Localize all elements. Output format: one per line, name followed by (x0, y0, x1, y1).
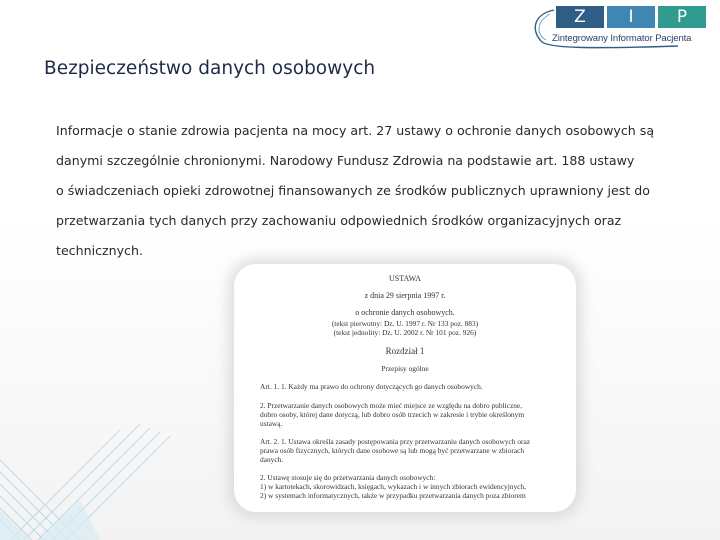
paragraph-line: technicznych. (56, 243, 143, 258)
doc-text-original: (tekst pierwotny: Dz. U. 1997 r. Nr 133 poz. 883) (331, 319, 479, 328)
doc-art1-1: Art. 1. 1. Każdy ma prawo do ochrony dotyczących go danych osobowych. (260, 382, 483, 391)
logo-letters (556, 6, 706, 28)
logo-letter-z: Z (556, 6, 604, 28)
doc-art1-2-line: ustawą. (260, 419, 283, 428)
doc-art2-1-line: danych. (260, 455, 284, 464)
doc-chapter: Rozdział 1 (385, 346, 425, 356)
body-paragraph (56, 116, 696, 266)
doc-text-unified: (tekst jednolity: Dz. U. 2002 r. Nr 101 poz. 926) (333, 328, 477, 337)
doc-art2-2-line: 2) w systemach informatycznych, także w przypadku przetwarzania danych poza zbiorem (260, 491, 526, 500)
doc-art1-2-line: 2. Przetwarzanie danych osobowych może mieć miejsce ze względu na dobro publiczne, (260, 401, 523, 410)
logo-letter-i: I (607, 6, 655, 28)
paragraph-line: przetwarzania tych danych przy zachowaniu odpowiednich środków organizacyjnych oraz (56, 213, 622, 228)
doc-chapter-title: Przepisy ogólne (381, 364, 429, 373)
law-document-image (234, 264, 576, 512)
doc-heading: USTAWA (388, 274, 422, 283)
doc-art1-2-line: dobro osoby, której dane dotyczą, lub dobro osób trzecich w zakresie i trybie określonym (260, 410, 525, 419)
page-title: Bezpieczeństwo danych osobowych (44, 58, 376, 79)
paragraph-line: danymi szczególnie chronionymi. Narodowy Fundusz Zdrowia na podstawie art. 188 ustawy (56, 153, 635, 168)
doc-art2-2-line: 1) w kartotekach, skorowidzach, księgach, wykazach i w innych zbiorach ewidencyjnych, (260, 482, 526, 491)
paragraph-line: Informacje o stanie zdrowia pacjenta na mocy art. 27 ustawy o ochronie danych osobowych są (56, 123, 655, 138)
corner-decoration (0, 400, 200, 540)
doc-art2-1-line: prawa osób fizycznych, których dane osobowe są lub mogą być przetwarzane w zbiorach (260, 446, 525, 455)
doc-art2-1-line: Art. 2. 1. Ustawa określa zasady postępowania przy przetwarzaniu danych osobowych oraz (260, 437, 531, 446)
paragraph-line: o świadczeniach opieki zdrowotnej finansowanych ze środków publicznych uprawniony jest do (56, 183, 651, 198)
logo-tagline: Zintegrowany Informator Pacjenta (552, 33, 692, 44)
zip-logo (528, 4, 690, 50)
doc-art2-2-line: 2. Ustawę stosuje się do przetwarzania danych osobowych: (260, 473, 436, 482)
doc-date: z dnia 29 sierpnia 1997 r. (364, 291, 446, 300)
logo-letter-p: P (658, 6, 706, 28)
doc-subject: o ochronie danych osobowych. (355, 308, 455, 317)
